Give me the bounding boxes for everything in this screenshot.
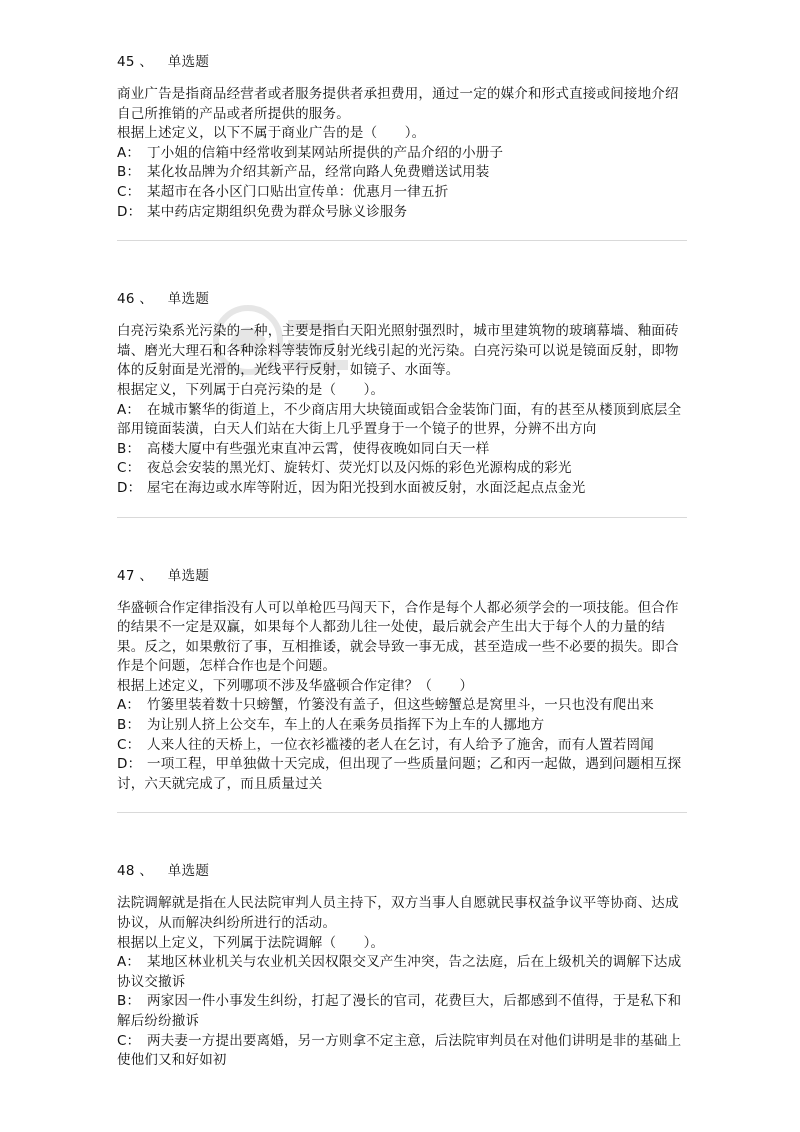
option-text: 两家因一件小事发生纠纷，打起了漫长的官司，花费巨大，后都感到不值得，于是私下和解后纷纷撤诉	[117, 993, 682, 1029]
option-d[interactable]	[117, 203, 687, 223]
question-text: 商业广告是指商品经营者或者服务提供者承担费用，通过一定的媒介和形式直接或间接地介绍自己所推销的产品或者所提供的服务。	[117, 86, 679, 122]
option-c[interactable]	[117, 736, 687, 756]
option-a[interactable]	[117, 401, 687, 440]
option-c[interactable]	[117, 459, 687, 479]
option-text: 在城市繁华的街道上，不少商店用大块镜面或铝合金装饰门面，有的甚至从楼顶到底层全部用镜面装潢，白天人们站在大街上几乎置身于一个镜子的世界，分辨不出方向	[117, 401, 682, 438]
option-b[interactable]	[117, 163, 687, 183]
option-text: 某地区林业机关与农业机关因权限交叉产生冲突，告之法庭，后在上级机关的调解下达成协议交撤诉	[117, 954, 682, 990]
question-47	[117, 566, 687, 795]
option-letter: B：	[117, 164, 141, 181]
option-text: 夜总会安装的黑光灯、旋转灯、荧光灯以及闪烁的彩色光源构成的彩光	[147, 460, 572, 477]
question-text: 白亮污染系光污染的一种，主要是指白天阳光照射强烈时，城市里建筑物的玻璃幕墙、釉面砖墙、磨光大理石和各种涂料等装饰反射光线引起的光污染。白亮污染可以说是镜面反射，即物体的反射面是光滑的，光线平行反射，如镜子、水面等。	[117, 323, 679, 379]
question-header	[117, 566, 687, 586]
option-c[interactable]	[117, 1032, 687, 1071]
option-text: 高楼大厦中有些强光束直冲云霄，使得夜晚如同白天一样	[147, 440, 490, 457]
option-letter: C：	[117, 736, 141, 753]
question-number: 46 、	[117, 291, 154, 308]
option-text: 为让别人挤上公交车，车上的人在乘务员指挥下为上车的人挪地方	[147, 717, 545, 734]
question-prompt: 根据定义，下列属于白亮污染的是（ ）。	[117, 381, 385, 398]
option-text: 某中药店定期组织免费为群众号脉义诊服务	[147, 203, 408, 220]
question-text: 法院调解就是指在人民法院审判人员主持下，双方当事人自愿就民事权益争议平等协商、达成协议，从而解决纠纷所进行的活动。	[117, 895, 679, 932]
option-letter: A：	[117, 144, 141, 161]
option-c[interactable]	[117, 183, 687, 203]
question-46	[117, 289, 687, 498]
option-a[interactable]	[117, 953, 687, 992]
question-type: 单选题	[167, 291, 210, 308]
option-letter: A：	[117, 697, 141, 714]
option-text: 屋宅在海边或水库等附近，因为阳光投到水面被反射，水面泛起点点金光	[147, 479, 586, 496]
question-header	[117, 289, 687, 309]
option-letter: C：	[117, 1032, 141, 1049]
option-text: 两夫妻一方提出要离婚，另一方则拿不定主意，后法院审判员在对他们讲明是非的基础上使他们又和好如初	[117, 1032, 682, 1069]
option-d[interactable]	[117, 479, 687, 499]
question-type: 单选题	[167, 54, 210, 70]
question-prompt: 根据上述定义，以下不属于商业广告的是（ ）。	[117, 125, 426, 142]
option-text: 竹篓里装着数十只螃蟹，竹篓没有盖子，但这些螃蟹总是窝里斗，一只也没有爬出来	[147, 697, 654, 714]
question-number: 47 、	[117, 567, 154, 584]
question-number: 48 、	[117, 863, 154, 880]
question-text: 华盛顿合作定律指没有人可以单枪匹马闯天下，合作是每个人都必须学会的一项技能。但合作的结果不一定是双赢，如果每个人都劲儿往一处使，最后就会产生出大于每个人的力量的结果。反之，如果敷衍了事，互相推诿，就会导致一事无成，甚至造成一些不必要的损失。即合作是个问题，怎样合作也是个问题。	[117, 599, 679, 675]
option-text: 某超市在各小区门口贴出宣传单：优惠月一律五折	[147, 183, 449, 200]
option-text: 某化妆品牌为介绍其新产品，经常向路人免费赠送试用装	[147, 164, 490, 181]
option-text: 丁小姐的信箱中经常收到某网站所提供的产品介绍的小册子	[147, 144, 504, 161]
option-d[interactable]	[117, 755, 687, 794]
option-letter: A：	[117, 401, 141, 418]
question-48	[117, 861, 687, 1070]
question-45	[117, 52, 687, 222]
question-list	[117, 52, 687, 1071]
divider	[117, 812, 687, 813]
question-header	[117, 52, 687, 72]
option-b[interactable]	[117, 440, 687, 460]
question-type: 单选题	[167, 567, 210, 584]
question-number: 45 、	[117, 54, 154, 70]
option-letter: D：	[117, 203, 142, 220]
question-prompt: 根据以上定义，下列属于法院调解（ ）。	[117, 934, 385, 951]
option-letter: C：	[117, 183, 141, 200]
option-letter: B：	[117, 717, 141, 734]
question-prompt: 根据上述定义，下列哪项不涉及华盛顿合作定律？（ ）	[117, 677, 474, 694]
option-text: 一项工程，甲单独做十天完成，但出现了一些质量问题；乙和丙一起做，遇到问题相互探讨，六天就完成了，而且质量过关	[117, 756, 682, 792]
divider	[117, 240, 687, 241]
question-type: 单选题	[167, 863, 210, 880]
option-letter: D：	[117, 479, 142, 496]
option-letter: B：	[117, 440, 141, 457]
question-header	[117, 861, 687, 881]
option-b[interactable]	[117, 716, 687, 736]
option-letter: C：	[117, 460, 141, 477]
option-a[interactable]	[117, 696, 687, 716]
option-letter: A：	[117, 954, 141, 971]
option-text: 人来人往的天桥上，一位衣衫褴褛的老人在乞讨，有人给予了施舍，而有人置若罔闻	[147, 736, 654, 753]
divider	[117, 517, 687, 518]
option-letter: B：	[117, 993, 141, 1010]
option-a[interactable]	[117, 144, 687, 164]
option-b[interactable]	[117, 992, 687, 1031]
option-letter: D：	[117, 756, 142, 773]
